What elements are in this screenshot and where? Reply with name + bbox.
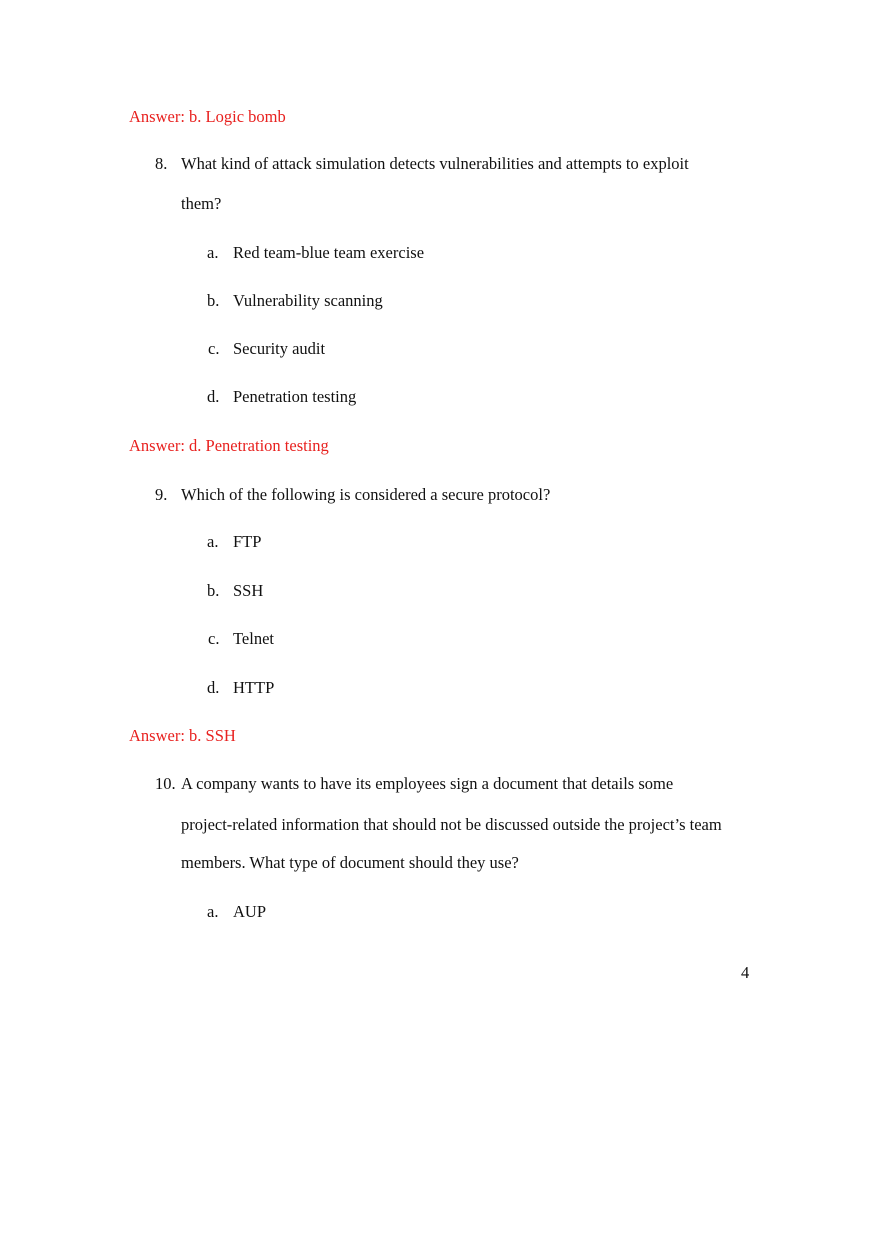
q9-option-a-letter: a. xyxy=(207,532,219,551)
q8-option-a-text: Red team-blue team exercise xyxy=(233,243,425,262)
q8-option-d-text: Penetration testing xyxy=(233,387,357,406)
q10-option-a-text: AUP xyxy=(233,902,267,921)
q8-option-d-letter: d. xyxy=(207,387,220,406)
answer-q8: Answer: d. Penetration testing xyxy=(129,436,329,455)
question-10-number: 10. xyxy=(155,774,176,793)
q8-option-c-text: Security audit xyxy=(233,339,326,358)
q9-option-d-letter: d. xyxy=(207,678,220,697)
q8-option-a-letter: a. xyxy=(207,243,219,262)
q9-option-a-text: FTP xyxy=(233,532,262,551)
q9-option-c-letter: c. xyxy=(208,629,220,648)
question-9-text: Which of the following is considered a secure protocol? xyxy=(181,485,551,504)
q9-option-d-text: HTTP xyxy=(233,678,275,697)
question-8-text-line1: What kind of attack simulation detects vulnerabilities and attempts to exploit xyxy=(181,154,689,173)
question-10-text-line3: members. What type of document should they use? xyxy=(181,853,519,872)
q8-option-c-letter: c. xyxy=(208,339,220,358)
answer-q9: Answer: b. SSH xyxy=(129,726,236,745)
question-8-number: 8. xyxy=(155,154,168,173)
q9-option-b-text: SSH xyxy=(233,581,264,600)
question-10-text-line1: A company wants to have its employees sign a document that details some xyxy=(181,774,674,793)
question-9-number: 9. xyxy=(155,485,168,504)
q9-option-b-letter: b. xyxy=(207,581,220,600)
question-8-text-line2: them? xyxy=(181,194,222,213)
q10-option-a-letter: a. xyxy=(207,902,219,921)
q9-option-c-text: Telnet xyxy=(233,629,274,648)
answer-q7: Answer: b. Logic bomb xyxy=(129,107,286,126)
question-10-text-line2: project-related information that should not be discussed outside the project’s team xyxy=(181,815,722,834)
q8-option-b-letter: b. xyxy=(207,291,220,310)
page-number: 4 xyxy=(741,963,750,982)
q8-option-b-text: Vulnerability scanning xyxy=(233,291,383,310)
